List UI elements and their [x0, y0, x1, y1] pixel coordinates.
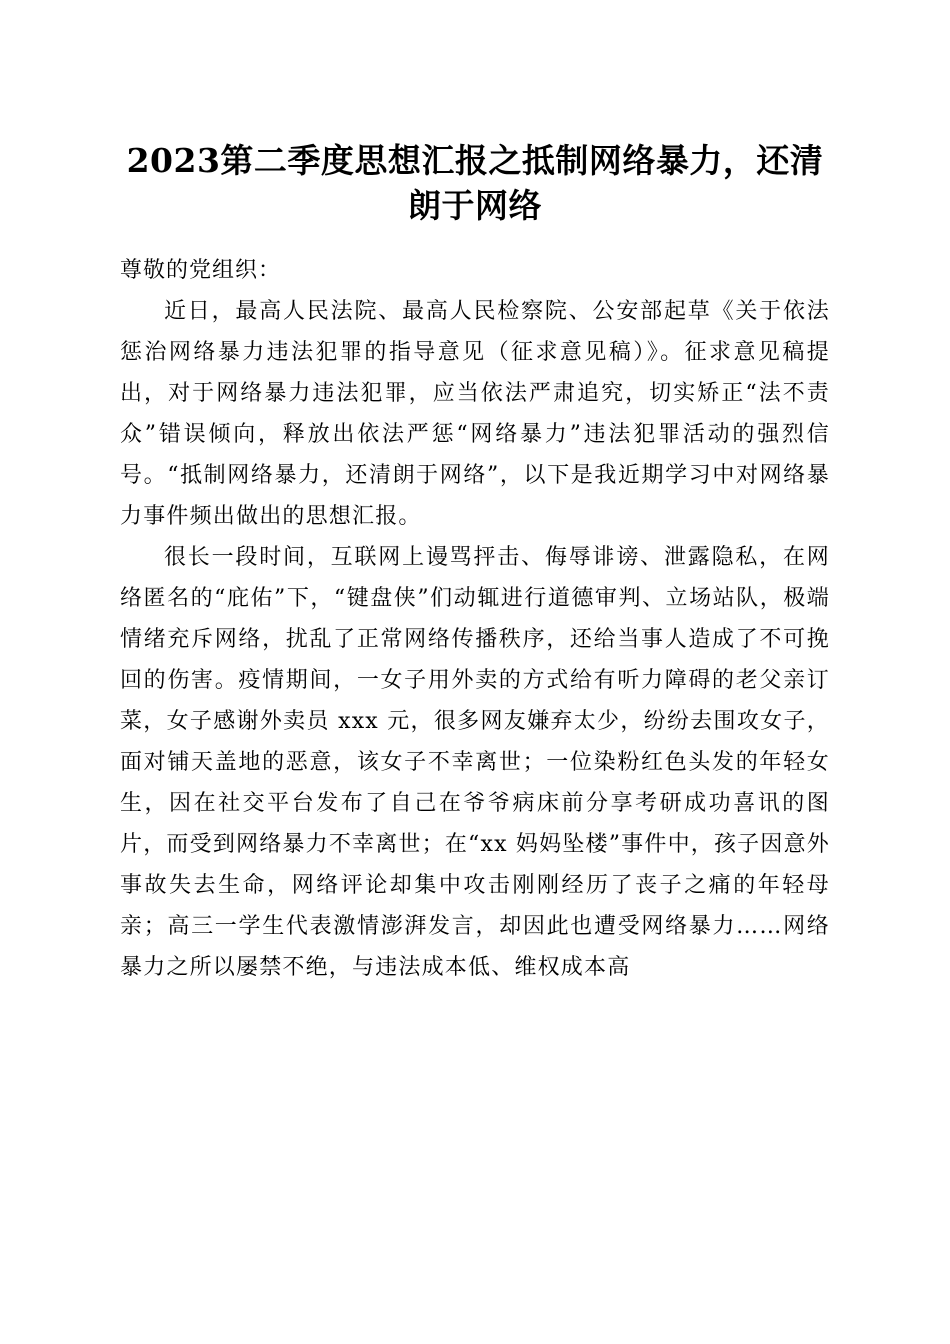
paragraph-2: 很长一段时间，互联网上谩骂抨击、侮辱诽谤、泄露隐私，在网络匿名的“庇佑”下，“键盘侠”们动辄进行道德审判、立场站队，极端情绪充斥网络，扰乱了正常网络传播秩序，还给当事人造成了不可挽回的伤害。疫情期间，一女子用外卖的方式给有听力障碍的老父亲订菜，女子感谢外卖员 xxx 元，很多网友嫌弃太少，纷纷去围攻女子，面对铺天盖地的恶意，该女子不幸离世；一位染粉红色头发的年轻女生，因在社交平台发布了自己在爷爷病床前分享考研成功喜讯的图片，而受到网络暴力不幸离世；在“xx 妈妈坠楼”事件中，孩子因意外事故失去生命，网络评论却集中攻击刚刚经历了丧子之痛的年轻母亲；高三一学生代表激情澎湃发言，却因此也遭受网络暴力……网络暴力之所以屡禁不绝，与违法成本低、维权成本高: [120, 545, 830, 980]
salutation: 尊敬的党组织：: [120, 258, 282, 283]
document-body: [120, 250, 830, 988]
document-title: 2023第二季度思想汇报之抵制网络暴力，还清朗于网络: [126, 141, 824, 225]
paragraph-1: 近日，最高人民法院、最高人民检察院、公安部起草《关于依法惩治网络暴力违法犯罪的指导意见（征求意见稿）》。征求意见稿提出，对于网络暴力违法犯罪，应当依法严肃追究，切实矫正“法不责众”错误倾向，释放出依法严惩“网络暴力”违法犯罪活动的强烈信号。“抵制网络暴力，还清朗于网络”，以下是我近期学习中对网络暴力事件频出做出的思想汇报。: [120, 299, 830, 529]
